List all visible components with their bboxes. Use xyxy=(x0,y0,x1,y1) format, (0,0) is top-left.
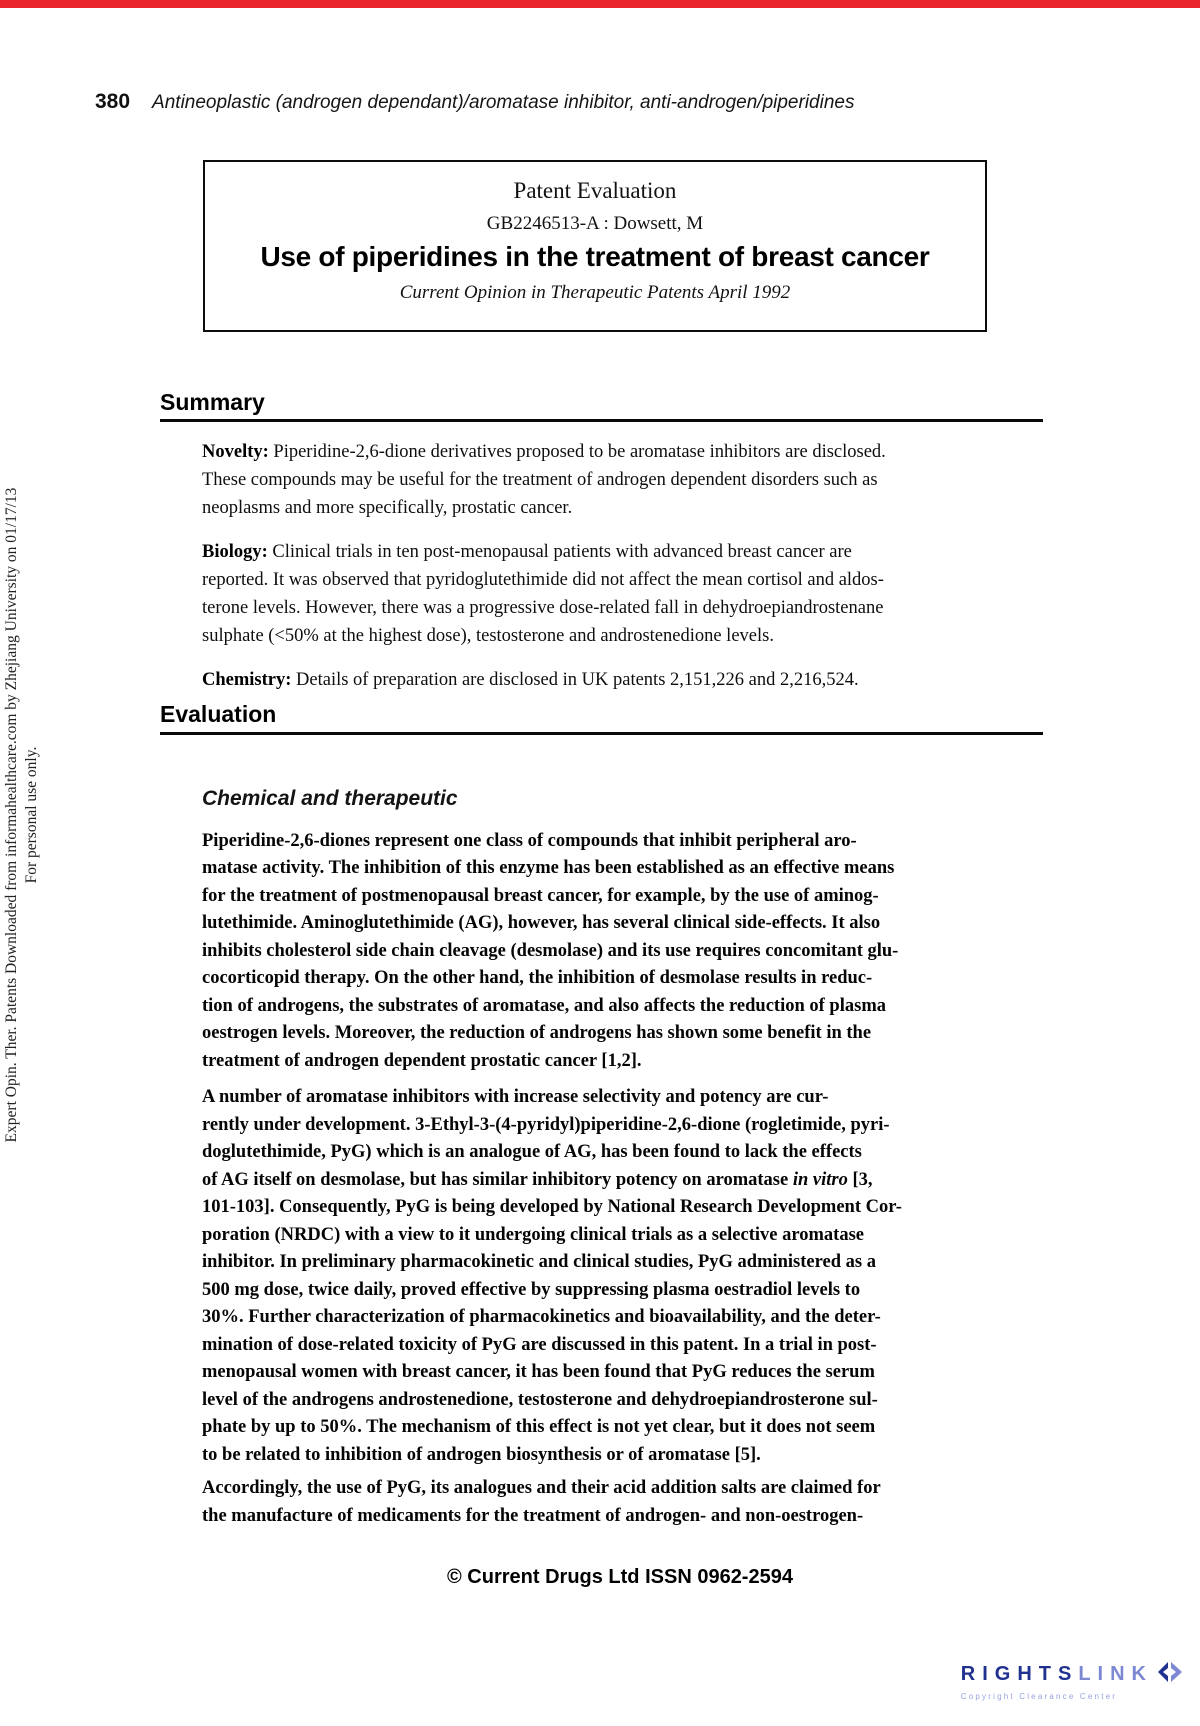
evaluation-paragraph-1-text: Piperidine-2,6-diones represent one class of compounds that inhibit peripheral aro- matase activity. The inhibition of this enzyme has been established as an effective means for the treatment of postmenopausal breast cancer, for example, by the use of aminog- lutethimide. Aminoglutethimide (AG), however, has several clinical side-effects. It also inhibits cholesterol side chain cleavage (desmolase) and its use requires concomitant glu- cocorticopid therapy. On the other hand, the inhibition of desmolase results in reduc- tion of androgens, the substrates of aromatase, and also affects the reduction of plasma oestrogen levels. Moreover, the reduction of androgens has shown some benefit in the treatment of androgen dependent prostatic cancer [1,2]. xyxy=(202,830,899,1071)
biology-text: Clinical trials in ten post-menopausal patients with advanced breast cancer are reported. It was observed that pyridoglutethimide did not affect the mean cortisol and aldos- terone levels. However, there was a progressive dose-related fall in dehydroepiandrostenane sulphate (<50% at the highest dose), testosterone and androstenedione levels. xyxy=(202,542,884,647)
rightslink-arrows-icon xyxy=(1155,1660,1185,1689)
sidebar-provenance-line: Expert Opin. Ther. Patents Downloaded from informahealthcare.com by Zhejiang University on 01/17/13 xyxy=(3,487,20,1143)
evaluation-section-heading: Evaluation xyxy=(160,702,1043,734)
chemistry-label: Chemistry: xyxy=(202,670,292,691)
chemical-therapeutic-subheading: Chemical and therapeutic xyxy=(202,786,458,810)
summary-body xyxy=(202,438,997,694)
sidebar-watermark xyxy=(2,425,46,1205)
rightslink-logo[interactable] xyxy=(961,1660,1185,1701)
sidebar-usage-line: For personal use only. xyxy=(23,746,40,884)
evaluation-body xyxy=(202,787,997,1531)
main-content xyxy=(160,390,1043,1530)
evaluation-paragraph-2-text-a: A number of aromatase inhibitors with increase selectivity and potency are cur- rently under development. 3-Ethyl-3-(4-pyridyl)piperidine-2,6-dione (rogletimide, pyri- doglutethimide, PyG) which is an analogue of AG, has been found to lack the effects of AG itself on desmolase, but has similar inhibitory potency on aromatase xyxy=(202,1087,890,1190)
running-head xyxy=(95,90,854,114)
novelty-text: Piperidine-2,6-dione derivatives proposed to be aromatase inhibitors are disclosed. These compounds may be useful for the treatment of androgen dependent disorders such as neoplasms and more specifically, prostatic cancer. xyxy=(202,442,886,519)
running-head-text: Antineoplastic (androgen dependant)/aromatase inhibitor, anti-androgen/piperidines xyxy=(152,92,855,113)
biology-label: Biology: xyxy=(202,542,268,563)
novelty-label: Novelty: xyxy=(202,442,269,463)
biology-paragraph xyxy=(202,538,997,650)
chemistry-text: Details of preparation are disclosed in UK patents 2,151,226 and 2,216,524. xyxy=(296,670,859,691)
novelty-paragraph xyxy=(202,438,997,522)
evaluation-paragraph-1 xyxy=(202,828,997,1076)
evaluation-paragraph-2 xyxy=(202,1084,997,1469)
patent-evaluation-label: Patent Evaluation xyxy=(513,178,677,203)
evaluation-paragraph-3 xyxy=(202,1475,997,1530)
page-number: 380 xyxy=(95,90,131,113)
top-red-bar xyxy=(0,0,1200,8)
evaluation-paragraph-2-text-b: [3, 101-103]. Consequently, PyG is being developed by National Research Development Cor- poration (NRDC) with a view to it undergoing clinical trials as a selective aromatase inhibitor. In preliminary pharmacokinetic and clinical studies, PyG administered as a 500 mg dose, twice daily, proved effective by suppressing plasma oestradiol levels to 30%. Further characterization of pharmacokinetics and bioavailability, and the deter- mination of dose-related toxicity of PyG are discussed in this patent. In a trial in post- menopausal women with breast cancer, it has been found that PyG reduces the serum level of the androgens androstenedione, testosterone and dehydroepiandrosterone sul- phate by up to 50%. The mechanism of this effect is not yet clear, but it does not seem to be related to inhibition of androgen biosynthesis or of aromatase [5]. xyxy=(202,1169,902,1465)
rightslink-wordmark-link: LINK xyxy=(1078,1663,1153,1685)
summary-section-heading: Summary xyxy=(160,390,1043,422)
patent-reference: GB2246513-A : Dowsett, M xyxy=(486,213,704,234)
rightslink-subtext: Copyright Clearance Center xyxy=(960,1692,1118,1701)
evaluation-paragraph-3-text: Accordingly, the use of PyG, its analogues and their acid addition salts are claimed for the manufacture of medicaments for the treatment of androgen- and non-oestrogen- xyxy=(202,1478,881,1526)
journal-source: Current Opinion in Therapeutic Patents April 1992 xyxy=(399,282,791,303)
chemistry-paragraph xyxy=(202,666,997,694)
article-title: Use of piperidines in the treatment of breast cancer xyxy=(260,241,930,272)
rightslink-wordmark-rights: RIGHTS xyxy=(960,1663,1079,1685)
patent-header-box xyxy=(203,160,987,332)
footer-copyright: © Current Drugs Ltd ISSN 0962-2594 xyxy=(447,1566,793,1588)
in-vitro-italic: in vitro xyxy=(788,1169,848,1190)
